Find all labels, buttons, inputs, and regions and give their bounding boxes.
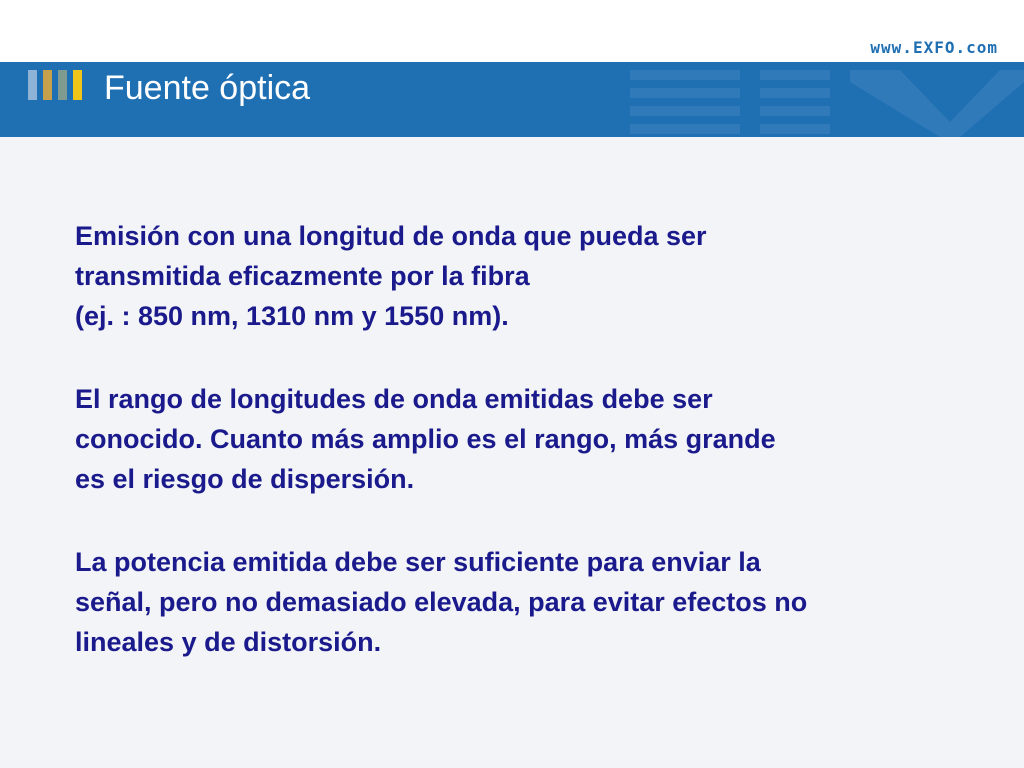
paragraph-range [75, 379, 1010, 499]
header-top-strip [0, 0, 1024, 62]
paragraph-line: señal, pero no demasiado elevada, para evitar efectos no [75, 587, 808, 617]
paragraph-line: transmitida eficazmente por la fibra [75, 261, 530, 291]
logo-text: EXFO [24, 13, 148, 59]
title-bar [73, 70, 82, 100]
title-bars-icon [28, 70, 82, 100]
paragraph-line: conocido. Cuanto más amplio es el rango, más grande [75, 424, 776, 454]
paragraph-wavelength [75, 216, 1010, 336]
paragraph-power [75, 542, 1010, 662]
title-bar [58, 70, 67, 100]
title-bar [28, 70, 37, 100]
paragraph-line: El rango de longitudes de onda emitidas debe ser [75, 384, 713, 414]
paragraph-line: lineales y de distorsión. [75, 627, 382, 657]
title-band [0, 62, 1024, 137]
paragraph-line: Emisión con una longitud de onda que pueda ser [75, 221, 707, 251]
paragraph-line: (ej. : 850 nm, 1310 nm y 1550 nm). [75, 301, 509, 331]
paragraph-line: es el riesgo de dispersión. [75, 464, 415, 494]
slide-content [75, 216, 1010, 662]
exfo-logo [24, 14, 148, 58]
page-title: Fuente óptica [104, 69, 311, 107]
title-bar [43, 70, 52, 100]
paragraph-line: La potencia emitida debe ser suficiente para enviar la [75, 547, 761, 577]
website-url: www.EXFO.com [870, 38, 998, 57]
